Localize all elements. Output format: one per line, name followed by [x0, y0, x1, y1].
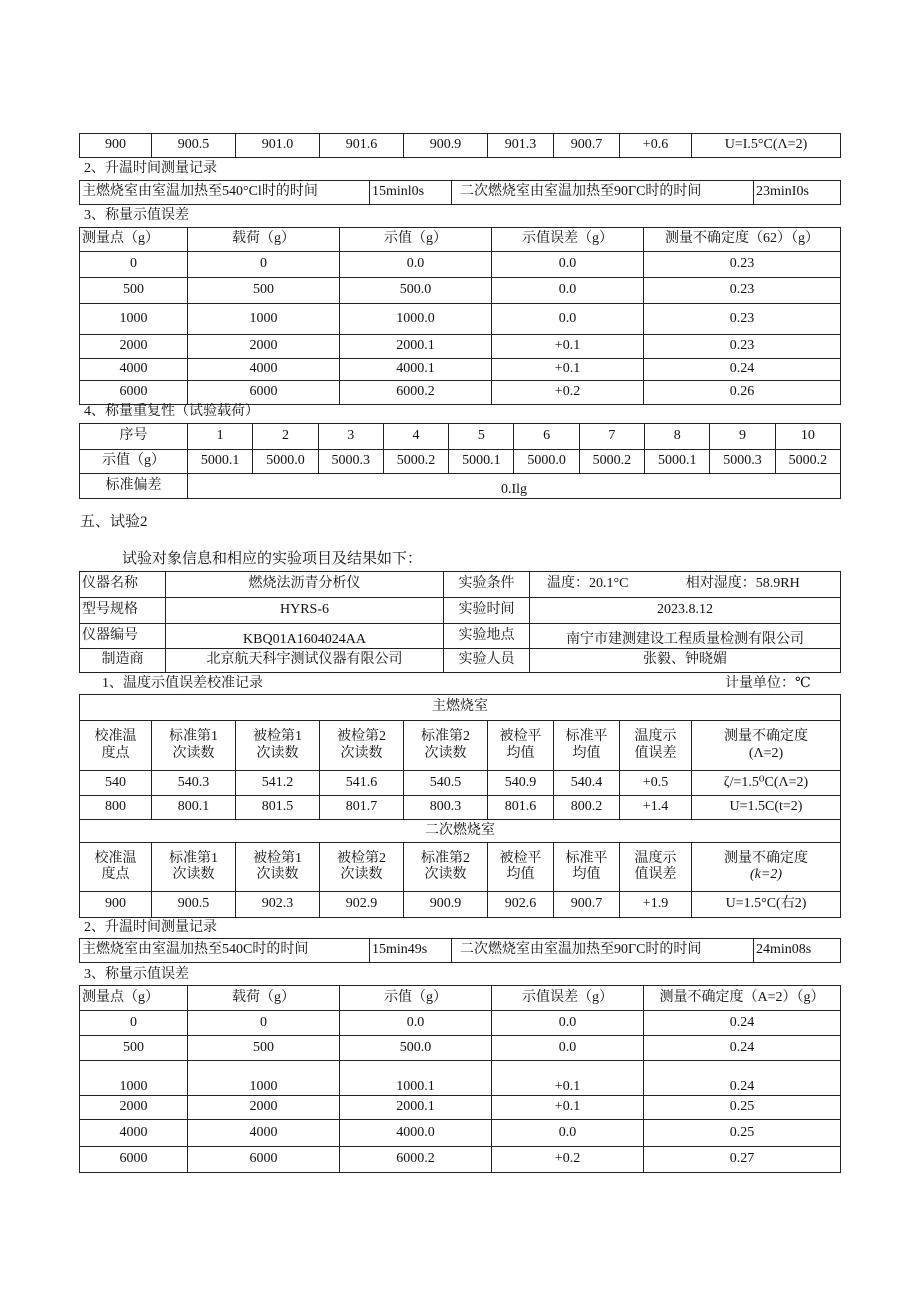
table-row: [80, 304, 841, 335]
cell: 2000: [80, 1096, 188, 1120]
main-chamber-time: 15min49s: [370, 939, 452, 963]
cell: 800: [80, 796, 152, 820]
header-cell: 被检平 均值: [488, 843, 554, 892]
cell: +0.1: [492, 1061, 644, 1096]
cell: 800.3: [404, 796, 488, 820]
cell: 4: [383, 424, 448, 450]
seq-label: 序号: [80, 424, 188, 450]
cell: +0.6: [620, 134, 692, 158]
cell: 541.6: [320, 771, 404, 796]
info-label: 仪器编号: [80, 624, 166, 649]
table-header-row: [80, 986, 841, 1011]
cell: 5000.1: [645, 450, 710, 474]
header-cell: 标准第2 次读数: [404, 721, 488, 771]
cell: 5000.3: [318, 450, 383, 474]
temperature-error-caption: 1、温度示值误差校准记录: [102, 676, 263, 691]
cell: 0.0: [492, 304, 644, 335]
table-row: [80, 939, 841, 963]
header-cell: 标准第1 次读数: [152, 721, 236, 771]
cell: +1.9: [620, 892, 692, 918]
table-row: [80, 335, 841, 359]
header-cell: 标准平 均值: [554, 721, 620, 771]
cell: 0.23: [644, 252, 841, 278]
cell: 541.2: [236, 771, 320, 796]
cell: 500.0: [340, 278, 492, 304]
cell: +0.2: [492, 1147, 644, 1173]
table-row: [80, 381, 841, 405]
cell: 6000: [188, 381, 340, 405]
table-row: [80, 695, 841, 721]
cell: 0: [188, 252, 340, 278]
cell: 6000.2: [340, 381, 492, 405]
cell: 1000: [188, 1061, 340, 1096]
cell: 901.6: [320, 134, 404, 158]
cell: 1000.1: [340, 1061, 492, 1096]
cell: 2000.1: [340, 335, 492, 359]
cell: 4000.0: [340, 1120, 492, 1147]
cell: 1000: [80, 304, 188, 335]
cell: 7: [579, 424, 644, 450]
table-row: [80, 820, 841, 843]
unit-label: 计量单位：℃: [725, 676, 811, 691]
cell: 900.9: [404, 134, 488, 158]
cell: +0.5: [620, 771, 692, 796]
cell: 1: [188, 424, 253, 450]
cell: 6: [514, 424, 579, 450]
cell: 0.0: [492, 1036, 644, 1061]
cell: 901.0: [236, 134, 320, 158]
header-cell: 被检第1 次读数: [236, 721, 320, 771]
cell: 0.0: [340, 252, 492, 278]
cell: 0.0: [492, 278, 644, 304]
info-label: 制造商: [80, 649, 166, 673]
cell: 540.9: [488, 771, 554, 796]
cell: 6000.2: [340, 1147, 492, 1173]
info-label: 仪器名称: [80, 572, 166, 598]
cell: 900.7: [554, 134, 620, 158]
info-value: 燃烧法沥青分析仪: [166, 572, 444, 598]
info-label: 实验人员: [444, 649, 530, 673]
cell: 5000.2: [775, 450, 840, 474]
cell: 6000: [80, 1147, 188, 1173]
table-row: [80, 278, 841, 304]
cell: 801.6: [488, 796, 554, 820]
heating-time-caption: 2、升温时间测量记录: [84, 161, 217, 176]
cell: 4000: [80, 1120, 188, 1147]
cell: 0.0: [492, 1120, 644, 1147]
table-header-row: [80, 721, 841, 771]
cell: U=1.5°C(右2): [692, 892, 841, 918]
cell: 900: [80, 134, 152, 158]
cell: 5000.1: [449, 450, 514, 474]
secondary-chamber-label: 二次燃烧室由室温加热至90ΓC时的时间: [452, 181, 754, 205]
info-value: 南宁市建测建设工程质量检测有限公司: [530, 624, 841, 649]
cell: 4000: [80, 359, 188, 381]
header-cell: 示值（g）: [340, 986, 492, 1011]
table-row: [80, 1096, 841, 1120]
cell: 902.9: [320, 892, 404, 918]
std-label: 标准偏差: [80, 474, 188, 499]
table-row: [80, 624, 841, 649]
header-cell: 标准第1 次读数: [152, 843, 236, 892]
cell: 500: [188, 1036, 340, 1061]
cell: 4000.1: [340, 359, 492, 381]
cell: 902.3: [236, 892, 320, 918]
header-cell: 测量点（g）: [80, 228, 188, 252]
cell: 800.2: [554, 796, 620, 820]
cell: 4000: [188, 1120, 340, 1147]
header-cell: 示值误差（g）: [492, 986, 644, 1011]
cell: 1000: [188, 304, 340, 335]
header-cell: 校准温 度点: [80, 721, 152, 771]
repeatability-table: [79, 423, 841, 499]
info-value: KBQ01A1604024AA: [166, 624, 444, 649]
cell: 540: [80, 771, 152, 796]
table-row: [80, 598, 841, 624]
cell: 0.0: [492, 1011, 644, 1036]
std-value: 0.Ilg: [188, 474, 841, 499]
cell: 2000: [188, 335, 340, 359]
info-label: 实验条件: [444, 572, 530, 598]
cell: 900.5: [152, 134, 236, 158]
cell: +0.1: [492, 335, 644, 359]
cell: 10: [775, 424, 840, 450]
cell: 801.5: [236, 796, 320, 820]
cell: 0.24: [644, 1061, 841, 1096]
main-chamber-time: 15minl0s: [370, 181, 452, 205]
cell: 500: [80, 278, 188, 304]
cell: 0.0: [340, 1011, 492, 1036]
main-chamber-label: 主燃烧室由室温加热至540C时的时间: [80, 939, 370, 963]
cell: 1000: [80, 1061, 188, 1096]
cell: 2000: [188, 1096, 340, 1120]
cell: 0.24: [644, 359, 841, 381]
table-header-row: [80, 228, 841, 252]
table-row: [80, 450, 841, 474]
section-intro: 试验对象信息和相应的实验项目及结果如下：: [122, 551, 423, 567]
cell: 1000.0: [340, 304, 492, 335]
header-cell: 载荷（g）: [188, 228, 340, 252]
cell: 0.24: [644, 1036, 841, 1061]
info-value: 相对湿度：58.9RH: [646, 572, 841, 598]
weighing-error-table-2: [79, 985, 841, 1173]
cell: 0.23: [644, 278, 841, 304]
info-value: 北京航天科宇测试仪器有限公司: [166, 649, 444, 673]
section-title: 五、试验2: [80, 514, 148, 530]
cell: 6000: [188, 1147, 340, 1173]
cell: 0: [80, 1011, 188, 1036]
table-row: [80, 796, 841, 820]
weighing-error-table: [79, 227, 841, 405]
cell: +1.4: [620, 796, 692, 820]
cell: 0: [188, 1011, 340, 1036]
cell: 0.25: [644, 1096, 841, 1120]
header-cell: 测量不确定度 (k=2): [692, 843, 841, 892]
cell: +0.1: [492, 359, 644, 381]
cell: 5000.2: [579, 450, 644, 474]
cell: 801.7: [320, 796, 404, 820]
cell: 900.9: [404, 892, 488, 918]
main-chamber-title: 主燃烧室: [80, 695, 841, 721]
info-label: 型号规格: [80, 598, 166, 624]
header-cell: 测量点（g）: [80, 986, 188, 1011]
cell: U=1.5C(t=2): [692, 796, 841, 820]
cell: 5000.1: [188, 450, 253, 474]
header-cell: 被检平 均值: [488, 721, 554, 771]
cell: 540.5: [404, 771, 488, 796]
secondary-chamber-label: 二次燃烧室由室温加热至90ΓC时的时间: [452, 939, 754, 963]
cell: +0.2: [492, 381, 644, 405]
header-cell: 示值（g）: [340, 228, 492, 252]
cell: 500: [188, 278, 340, 304]
cell: 540.3: [152, 771, 236, 796]
secondary-chamber-time: 24min08s: [754, 939, 841, 963]
header-cell: 温度示 值误差: [620, 843, 692, 892]
cell: 0.23: [644, 304, 841, 335]
heating-time-caption-2: 2、升温时间测量记录: [84, 920, 217, 935]
table-row: [80, 134, 841, 158]
cell: 500: [80, 1036, 188, 1061]
table-row: [80, 1061, 841, 1096]
temperature-calibration-table: [79, 694, 841, 918]
table-row: [80, 474, 841, 499]
top-continuation-table: [79, 133, 841, 158]
cell: 3: [318, 424, 383, 450]
info-value: 温度：20.1°C: [530, 572, 646, 598]
cell: +0.1: [492, 1096, 644, 1120]
info-value: HYRS-6: [166, 598, 444, 624]
header-cell: 载荷（g）: [188, 986, 340, 1011]
table-row: [80, 649, 841, 673]
table-row: [80, 252, 841, 278]
cell: 5000.3: [710, 450, 775, 474]
header-cell: 被检第2 次读数: [320, 721, 404, 771]
weighing-error-caption-2: 3、称量示值误差: [84, 967, 189, 982]
info-value: 张毅、钟晓媚: [530, 649, 841, 673]
info-value: 2023.8.12: [530, 598, 841, 624]
cell: 800.1: [152, 796, 236, 820]
table-row: [80, 771, 841, 796]
header-cell: 被检第1 次读数: [236, 843, 320, 892]
table-row: [80, 359, 841, 381]
table-row: [80, 892, 841, 918]
table-row: [80, 424, 841, 450]
cell: 4000: [188, 359, 340, 381]
cell: 0.24: [644, 1011, 841, 1036]
cell: 2000: [80, 335, 188, 359]
weighing-error-caption: 3、称量示值误差: [84, 208, 189, 223]
cell: 5: [449, 424, 514, 450]
secondary-chamber-time: 23minI0s: [754, 181, 841, 205]
cell: 0.23: [644, 335, 841, 359]
cell: 6000: [80, 381, 188, 405]
cell: 540.4: [554, 771, 620, 796]
table-row: [80, 1036, 841, 1061]
header-cell: 示值误差（g）: [492, 228, 644, 252]
cell: U=I.5°C(Λ=2): [692, 134, 841, 158]
cell: 901.3: [488, 134, 554, 158]
header-cell: 测量不确定度（A=2）（g）: [644, 986, 841, 1011]
table-row: [80, 1147, 841, 1173]
cell: 0: [80, 252, 188, 278]
cell: 0.25: [644, 1120, 841, 1147]
cell: 2: [253, 424, 318, 450]
info-label: 实验地点: [444, 624, 530, 649]
heating-time-table-2: [79, 938, 841, 963]
header-cell: 标准平 均值: [554, 843, 620, 892]
cell: 0.27: [644, 1147, 841, 1173]
value-label: 示值（g）: [80, 450, 188, 474]
cell: 2000.1: [340, 1096, 492, 1120]
repeatability-caption: 4、称量重复性（试验载荷）: [84, 404, 259, 419]
cell: 5000.0: [514, 450, 579, 474]
cell: 900: [80, 892, 152, 918]
cell: 9: [710, 424, 775, 450]
table-row: [80, 1011, 841, 1036]
cell: 500.0: [340, 1036, 492, 1061]
header-cell: 温度示 值误差: [620, 721, 692, 771]
table-row: [80, 181, 841, 205]
info-label: 实验时间: [444, 598, 530, 624]
cell: 8: [645, 424, 710, 450]
cell: 902.6: [488, 892, 554, 918]
header-cell: 标准第2 次读数: [404, 843, 488, 892]
cell: 0.26: [644, 381, 841, 405]
heating-time-table: [79, 180, 841, 205]
table-header-row: [80, 843, 841, 892]
table-row: [80, 1120, 841, 1147]
cell: 900.5: [152, 892, 236, 918]
cell: 900.7: [554, 892, 620, 918]
cell: 5000.0: [253, 450, 318, 474]
secondary-chamber-title: 二次燃烧室: [80, 820, 841, 843]
cell: ζ/=1.5⁰C(Λ=2): [692, 771, 841, 796]
cell: 5000.2: [383, 450, 448, 474]
main-chamber-label: 主燃烧室由室温加热至540°Cl时的时间: [80, 181, 370, 205]
header-cell: 测量不确定度 (Λ=2): [692, 721, 841, 771]
instrument-info-table: [79, 571, 841, 673]
header-cell: 被检第2 次读数: [320, 843, 404, 892]
table-row: [80, 572, 841, 598]
cell: 0.0: [492, 252, 644, 278]
header-cell: 测量不确定度（62）（g）: [644, 228, 841, 252]
header-cell: 校准温 度点: [80, 843, 152, 892]
